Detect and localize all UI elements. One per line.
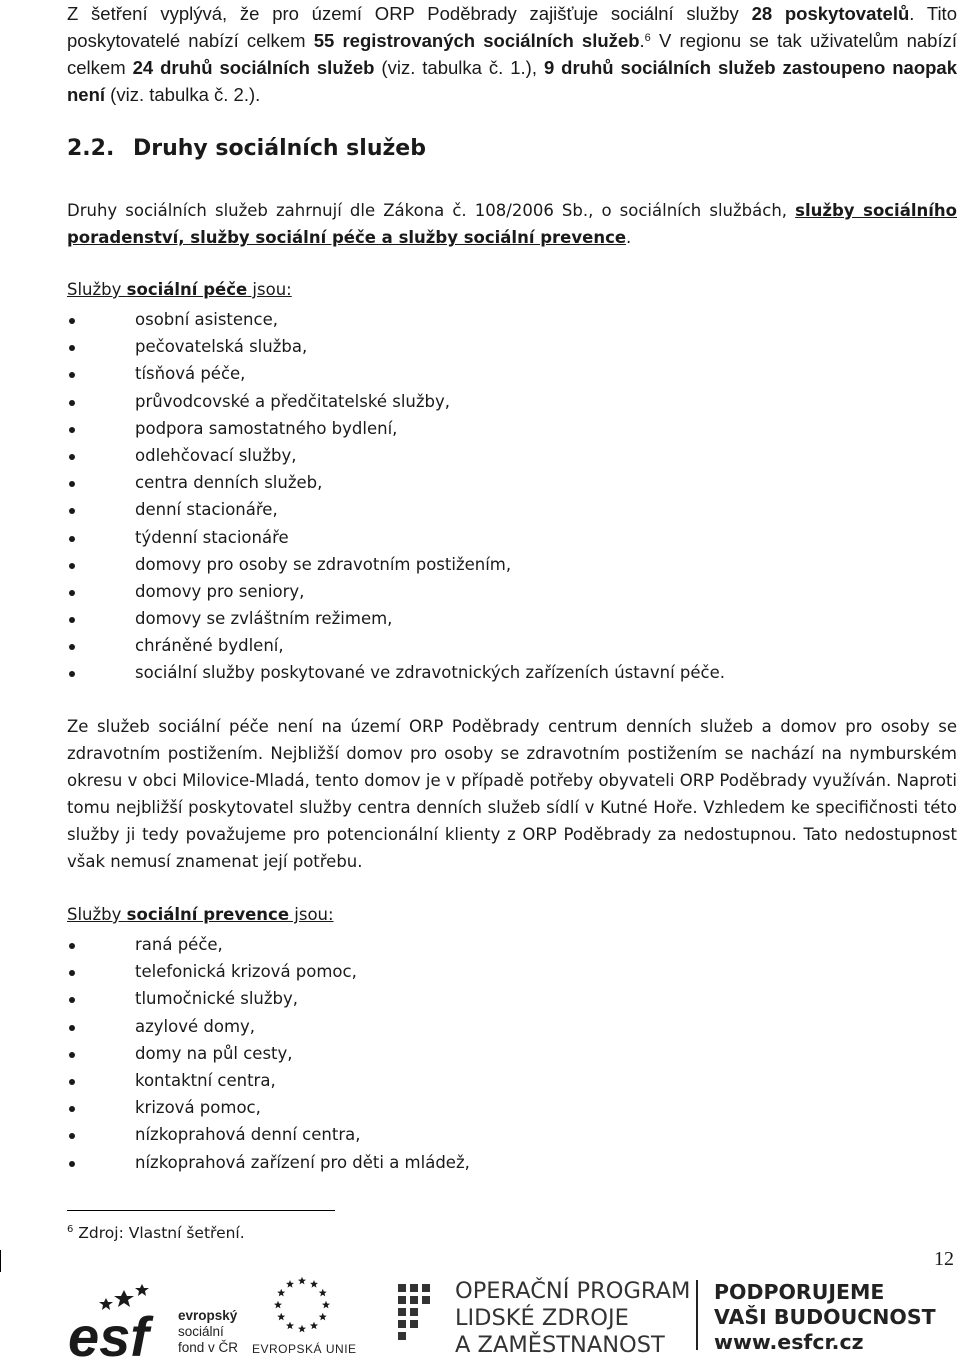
bullet-icon <box>69 1133 75 1139</box>
list-item-label: sociální služby poskytované ve zdravotnických zařízeních ústavní péče. <box>135 663 725 683</box>
footnote: $^6$ Zdroj: Vlastní šetření. <box>67 1224 245 1242</box>
list-item <box>67 496 725 523</box>
prevention-list-title: Služby sociální prevence jsou: <box>67 905 334 924</box>
list-item-label: centra denních služeb, <box>135 473 323 493</box>
eu-star-icon <box>286 1322 294 1330</box>
bullet-icon <box>69 1079 75 1085</box>
bullet-icon <box>69 997 75 1003</box>
list-item-label: kontaktní centra, <box>135 1070 276 1090</box>
eu-star-icon <box>319 1289 327 1297</box>
list-item <box>67 1121 470 1148</box>
list-item <box>67 985 470 1012</box>
bullet-icon <box>69 318 75 324</box>
list-item-label: domovy se zvláštním režimem, <box>135 609 393 629</box>
eu-star-icon <box>286 1280 294 1288</box>
eu-star-icon <box>298 1277 306 1285</box>
eu-star-icon <box>310 1280 318 1288</box>
list-item <box>67 469 725 496</box>
footnote-ref: 6 <box>644 32 651 44</box>
list-item <box>67 578 725 605</box>
list-item <box>67 1094 470 1121</box>
section-heading: 2.2. Druhy sociálních služeb <box>67 136 426 161</box>
list-item-label: telefonická krizová pomoc, <box>135 962 357 982</box>
list-item-label: průvodcovské a předčitatelské služby, <box>135 391 450 411</box>
list-item <box>67 1040 470 1067</box>
bullet-icon <box>69 481 75 487</box>
bullet-icon <box>69 536 75 542</box>
list-item-label: domovy pro seniory, <box>135 581 305 601</box>
types-paragraph: Druhy sociálních služeb zahrnují dle Zákona č. 108/2006 Sb., o sociálních službách, služby sociálního poradenství, služby sociální péče a služby sociální prevence. <box>67 201 957 247</box>
esf-website-link[interactable]: www.esfcr.cz <box>714 1330 864 1354</box>
list-item-label: týdenní stacionáře <box>135 527 289 547</box>
bullet-icon <box>69 400 75 406</box>
list-item-label: podpora samostatného bydlení, <box>135 418 398 438</box>
bullet-icon <box>69 1161 75 1167</box>
list-item <box>67 931 470 958</box>
eu-flag-icon <box>262 1272 342 1338</box>
bullet-icon <box>69 671 75 677</box>
list-item-label: domy na půl cesty, <box>135 1043 293 1063</box>
list-item <box>67 958 470 985</box>
list-item <box>67 605 725 632</box>
eu-star-icon <box>277 1313 285 1321</box>
list-item-label: tlumočnické služby, <box>135 989 299 1009</box>
care-availability-paragraph: Ze služeb sociální péče není na území ORP Poděbrady centrum denních služeb a domov pro osoby se zdravotním postižením. Nejbližší domov pro osoby se zdravotním postižením se nachází na nymburském okresu v obci Milovice-Mladá, tento domov je v případě potřeby obyvateli ORP Poděbrady využíván. Naproti tomu nejbližší poskytovatel služby centra denních služeb sídlí v Kutné Hoře. Vzhledem ke specifičnosti této služby ji tedy považujeme pro potencionální klienty z ORP Poděbrady za nedostupnou. Tato nedostupnost však nemusí znamenat její potřebu. <box>67 717 957 871</box>
bullet-icon <box>69 372 75 378</box>
margin-mark <box>0 1250 1 1272</box>
footer-divider <box>696 1280 698 1350</box>
bullet-icon <box>69 454 75 460</box>
list-item <box>67 360 725 387</box>
list-item <box>67 306 725 333</box>
eu-star-icon <box>274 1301 282 1309</box>
op-logo-icon <box>394 1280 442 1346</box>
list-item <box>67 1013 470 1040</box>
bullet-icon <box>69 943 75 949</box>
list-item <box>67 1067 470 1094</box>
list-item <box>67 1149 470 1176</box>
list-item-label: domovy pro osoby se zdravotním postižením, <box>135 554 512 574</box>
bullet-icon <box>69 644 75 650</box>
list-item <box>67 524 725 551</box>
prevention-services-list <box>67 931 470 1176</box>
list-item <box>67 415 725 442</box>
bullet-icon <box>69 1106 75 1112</box>
list-item-label: osobní asistence, <box>135 310 278 329</box>
bullet-icon <box>69 1025 75 1031</box>
eu-star-icon <box>322 1301 330 1309</box>
bullet-icon <box>69 427 75 433</box>
list-item-label: krizová pomoc, <box>135 1098 261 1118</box>
list-item-label: chráněné bydlení, <box>135 636 284 656</box>
list-item-label: nízkoprahová zařízení pro děti a mládež, <box>135 1152 470 1172</box>
bullet-icon <box>69 508 75 514</box>
esf-caption: evropský sociální fond v ČR <box>178 1308 239 1355</box>
esf-logo <box>66 1276 176 1360</box>
bullet-icon <box>69 1052 75 1058</box>
care-services-list <box>67 306 725 687</box>
eu-star-icon <box>319 1313 327 1321</box>
bullet-icon <box>69 345 75 351</box>
list-item-label: raná péče, <box>135 935 223 954</box>
list-item-label: denní stacionáře, <box>135 500 278 520</box>
list-item-label: nízkoprahová denní centra, <box>135 1125 361 1145</box>
page-number: 12 <box>934 1248 954 1270</box>
list-item-label: pečovatelská služba, <box>135 337 308 357</box>
care-list-title: Služby sociální péče jsou: <box>67 280 292 299</box>
list-item <box>67 551 725 578</box>
eu-star-icon <box>277 1289 285 1297</box>
list-item-label: azylové domy, <box>135 1016 256 1036</box>
list-item <box>67 333 725 360</box>
intro-paragraph: Z šetření vyplývá, že pro území ORP Poděbrady zajišťuje sociální služby 28 poskytovatelů. Tito poskytovatelé nabízí celkem 55 registrovaných sociálních služeb.$^6$ V regionu se tak uživatelům nabízí celkem 24 druhů sociálních služeb (viz. tabulka č. 1.), 9 druhů sociálních služeb zastoupeno naopak není (viz. tabulka č. 2.). <box>67 3 957 105</box>
list-item <box>67 659 725 686</box>
eu-caption: EVROPSKÁ UNIE <box>252 1342 357 1356</box>
bullet-icon <box>69 590 75 596</box>
eu-star-icon <box>310 1322 318 1330</box>
list-item <box>67 442 725 469</box>
bullet-icon <box>69 563 75 569</box>
eu-star-icon <box>298 1325 306 1333</box>
footer-logos <box>0 1270 960 1363</box>
list-item-label: tísňová péče, <box>135 364 246 384</box>
bullet-icon <box>69 970 75 976</box>
list-item <box>67 388 725 415</box>
list-item-label: odlehčovací služby, <box>135 445 297 465</box>
footnote-separator <box>67 1210 335 1211</box>
op-program-name: OPERAČNÍ PROGRAM LIDSKÉ ZDROJE A ZAMĚSTNANOST <box>455 1278 691 1358</box>
list-item <box>67 632 725 659</box>
esf-wordmark: esf <box>68 1305 149 1360</box>
support-slogan: PODPORUJEME VAŠI BUDOUCNOST www.esfcr.cz <box>714 1280 936 1354</box>
bullet-icon <box>69 617 75 623</box>
